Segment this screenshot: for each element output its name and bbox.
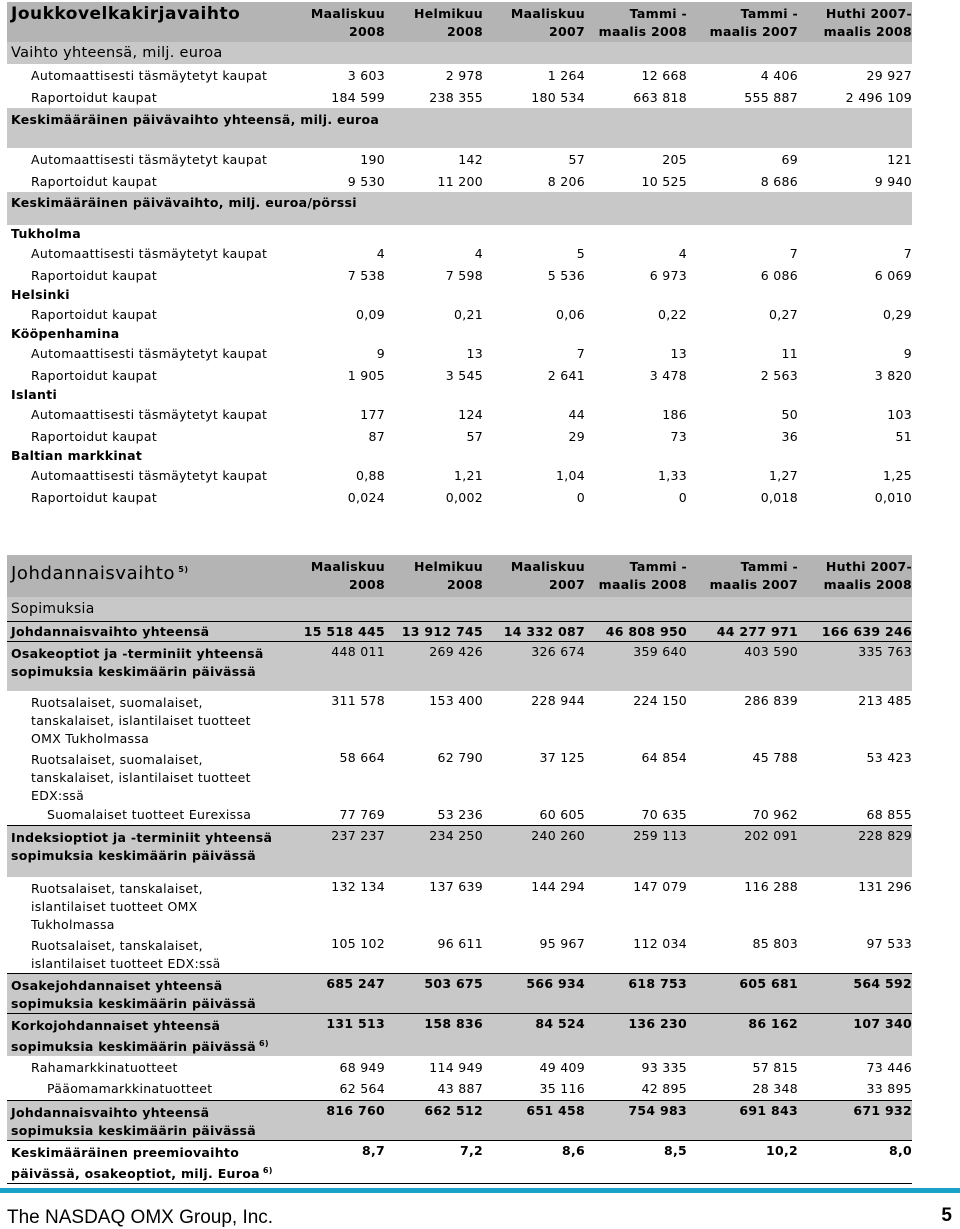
row-label: Ruotsalaiset, tanskalaiset, islantilaiset tuotteet OMX Tukholmassa (31, 881, 203, 932)
column-header-line1: Tammi - (629, 6, 687, 21)
value-cell: 105 102 (331, 936, 385, 951)
value-cell: 1,21 (453, 467, 483, 483)
table-row (7, 1056, 912, 1078)
column-header (483, 2, 585, 42)
table-row (7, 342, 912, 364)
column-header (290, 555, 385, 597)
market-name: Islanti (11, 387, 58, 402)
value-cell: 53 236 (437, 807, 483, 823)
value-cell: 8,0 (798, 1140, 912, 1183)
page-number: 5 (941, 1205, 952, 1226)
value-cell: 85 803 (752, 936, 798, 951)
table-row (7, 1014, 912, 1057)
table-row (7, 748, 912, 805)
value-cell: 28 348 (752, 1081, 798, 1097)
table-row (7, 1100, 912, 1140)
table-row (7, 264, 912, 286)
value-cell: 2 641 (547, 367, 585, 383)
table-row (7, 621, 912, 641)
value-cell: 8 206 (547, 173, 585, 189)
header-row (7, 555, 912, 597)
value-cell: 84 524 (483, 1014, 585, 1057)
row-label: Pääomamarkkinatuotteet (47, 1081, 213, 1097)
market-row (7, 325, 912, 342)
value-cell: 12 668 (641, 67, 687, 83)
value-cell: 7,2 (385, 1140, 483, 1183)
value-cell: 116 288 (744, 879, 798, 894)
value-cell: 69 (781, 151, 798, 167)
table-row (7, 86, 912, 108)
table-subtitle: Sopimuksia (7, 597, 912, 621)
value-cell: 5 (576, 245, 585, 261)
value-cell: 213 485 (858, 693, 912, 708)
value-cell: 240 260 (483, 825, 585, 877)
value-cell: 0,010 (874, 489, 912, 505)
table-title: Joukkovelkakirjavaihto (7, 2, 290, 42)
value-cell: 6 069 (874, 267, 912, 283)
value-cell: 0 (678, 489, 687, 505)
column-header (687, 2, 798, 42)
table-row (7, 877, 912, 934)
table-row (7, 303, 912, 325)
table-row (7, 805, 912, 825)
value-cell: 131 296 (858, 879, 912, 894)
value-cell: 121 (887, 151, 912, 167)
value-cell: 9 530 (347, 173, 385, 189)
row-label: Automaattisesti täsmäytetyt kaupat (31, 345, 268, 361)
value-cell: 754 983 (585, 1100, 687, 1140)
market-row (7, 286, 912, 303)
value-cell: 62 790 (437, 750, 483, 765)
value-cell: 33 895 (866, 1081, 912, 1097)
column-header-line1: Huthi 2007- (825, 559, 912, 574)
footer-company: The NASDAQ OMX Group, Inc. (7, 1207, 274, 1228)
value-cell: 70 635 (641, 807, 687, 823)
value-cell: 8,6 (483, 1140, 585, 1183)
value-cell: 335 763 (798, 641, 912, 691)
value-cell: 114 949 (429, 1059, 483, 1075)
value-cell: 42 895 (641, 1081, 687, 1097)
bond-trading-table (7, 2, 912, 508)
value-cell: 37 125 (539, 750, 585, 765)
value-cell: 0,29 (882, 306, 912, 322)
value-cell: 44 (568, 406, 585, 422)
value-cell: 44 277 971 (687, 621, 798, 641)
value-cell: 4 (474, 245, 483, 261)
value-cell: 45 788 (752, 750, 798, 765)
value-cell: 4 406 (760, 67, 798, 83)
value-cell: 96 611 (437, 936, 483, 951)
value-cell: 1,04 (555, 467, 585, 483)
table-row (7, 974, 912, 1014)
value-cell: 43 887 (437, 1081, 483, 1097)
value-cell: 53 423 (866, 750, 912, 765)
table-row (7, 825, 912, 877)
value-cell: 136 230 (585, 1014, 687, 1057)
value-cell: 112 034 (633, 936, 687, 951)
value-cell: 555 887 (744, 89, 798, 105)
value-cell: 68 855 (866, 807, 912, 823)
value-cell: 57 (466, 428, 483, 444)
section-row (7, 42, 912, 64)
column-header-line2: maalis 2008 (598, 24, 687, 39)
value-cell: 184 599 (331, 89, 385, 105)
row-label: Korkojohdannaiset yhteensä sopimuksia keskimäärin päivässä $^{6)}$ (7, 1014, 290, 1057)
row-label: Ruotsalaiset, tanskalaiset, islantilaiset tuotteet EDX:ssä (31, 938, 221, 971)
value-cell: 9 940 (874, 173, 912, 189)
value-cell: 97 533 (866, 936, 912, 951)
section-row (7, 108, 912, 148)
table-row (7, 934, 912, 974)
column-header-line1: Helmikuu (413, 6, 483, 21)
row-label: Automaattisesti täsmäytetyt kaupat (31, 67, 268, 83)
row-label: Raportoidut kaupat (31, 267, 158, 283)
market-name: Kööpenhamina (11, 326, 120, 341)
value-cell: 132 134 (331, 879, 385, 894)
column-header-line2: maalis 2007 (709, 577, 798, 592)
value-cell: 158 836 (385, 1014, 483, 1057)
column-header-line1: Maaliskuu (510, 6, 585, 21)
row-label: Raportoidut kaupat (31, 89, 158, 105)
value-cell: 186 (662, 406, 687, 422)
value-cell: 0 (576, 489, 585, 505)
row-label: Raportoidut kaupat (31, 367, 158, 383)
value-cell: 685 247 (290, 974, 385, 1014)
value-cell: 8,5 (585, 1140, 687, 1183)
value-cell: 503 675 (385, 974, 483, 1014)
table-row (7, 486, 912, 508)
value-cell: 144 294 (531, 879, 585, 894)
value-cell: 180 534 (531, 89, 585, 105)
column-header-line1: Huthi 2007- (825, 6, 912, 21)
value-cell: 51 (895, 428, 912, 444)
value-cell: 107 340 (798, 1014, 912, 1057)
value-cell: 7 598 (445, 267, 483, 283)
footnote-marker: 5) (178, 565, 189, 574)
column-header (290, 2, 385, 42)
column-header (385, 2, 483, 42)
value-cell: 13 912 745 (385, 621, 483, 641)
value-cell: 3 478 (649, 367, 687, 383)
value-cell: 11 200 (437, 173, 483, 189)
value-cell: 663 818 (633, 89, 687, 105)
column-header-line2: 2008 (349, 24, 385, 39)
value-cell: 46 808 950 (585, 621, 687, 641)
value-cell: 166 639 246 (798, 621, 912, 641)
value-cell: 0,88 (355, 467, 385, 483)
value-cell: 205 (662, 151, 687, 167)
value-cell: 142 (458, 151, 483, 167)
value-cell: 237 237 (290, 825, 385, 877)
column-header-line1: Maaliskuu (510, 559, 585, 574)
column-header-line2: maalis 2008 (823, 577, 912, 592)
value-cell: 228 829 (798, 825, 912, 877)
value-cell: 359 640 (585, 641, 687, 691)
value-cell: 73 446 (866, 1059, 912, 1075)
row-label: Osakejohdannaiset yhteensä sopimuksia keskimäärin päivässä (7, 974, 290, 1014)
table-row (7, 170, 912, 192)
value-cell: 4 (376, 245, 385, 261)
header-row (7, 2, 912, 42)
column-header-line2: 2007 (549, 24, 585, 39)
market-row (7, 386, 912, 403)
value-cell: 3 545 (445, 367, 483, 383)
value-cell: 95 967 (539, 936, 585, 951)
value-cell: 11 (781, 345, 798, 361)
column-header-line1: Tammi - (740, 6, 798, 21)
footnote-marker: 6) (258, 1039, 269, 1048)
row-label: Automaattisesti täsmäytetyt kaupat (31, 151, 268, 167)
column-header-line2: maalis 2007 (709, 24, 798, 39)
row-label: Automaattisesti täsmäytetyt kaupat (31, 245, 268, 261)
value-cell: 131 513 (290, 1014, 385, 1057)
row-label: Indeksioptiot ja -terminiit yhteensä sopimuksia keskimäärin päivässä (7, 825, 290, 877)
value-cell: 651 458 (483, 1100, 585, 1140)
row-label: Ruotsalaiset, suomalaiset, tanskalaiset, islantilaiset tuotteet OMX Tukholmassa (31, 695, 251, 746)
table-row (7, 641, 912, 691)
value-cell: 6 973 (649, 267, 687, 283)
row-label: Ruotsalaiset, suomalaiset, tanskalaiset, islantilaiset tuotteet EDX:ssä (31, 752, 251, 803)
value-cell: 0,22 (657, 306, 687, 322)
value-cell: 6 086 (760, 267, 798, 283)
value-cell: 7 (903, 245, 912, 261)
table-row (7, 464, 912, 486)
value-cell: 671 932 (798, 1100, 912, 1140)
column-header (687, 555, 798, 597)
value-cell: 77 769 (339, 807, 385, 823)
value-cell: 8 686 (760, 173, 798, 189)
table-row (7, 1078, 912, 1100)
row-label: Automaattisesti täsmäytetyt kaupat (31, 406, 268, 422)
section-title: Keskimääräinen päivävaihto yhteensä, milj. euroa (7, 108, 912, 148)
value-cell: 1,27 (768, 467, 798, 483)
row-label: Raportoidut kaupat (31, 306, 158, 322)
value-cell: 9 (376, 345, 385, 361)
column-header (585, 555, 687, 597)
row-label: Automaattisesti täsmäytetyt kaupat (31, 467, 268, 483)
value-cell: 2 563 (760, 367, 798, 383)
value-cell: 36 (781, 428, 798, 444)
value-cell: 238 355 (429, 89, 483, 105)
column-header-line1: Tammi - (629, 559, 687, 574)
value-cell: 0,018 (760, 489, 798, 505)
value-cell: 1,25 (882, 467, 912, 483)
value-cell: 326 674 (483, 641, 585, 691)
value-cell: 0,002 (445, 489, 483, 505)
market-name: Tukholma (11, 226, 81, 241)
row-label: Raportoidut kaupat (31, 173, 158, 189)
value-cell: 7 (576, 345, 585, 361)
footnote-marker: 6) (262, 1165, 273, 1175)
section-row (7, 192, 912, 225)
market-name: Baltian markkinat (11, 448, 143, 463)
row-label: Johdannaisvaihto yhteensä (7, 621, 290, 641)
value-cell: 403 590 (687, 641, 798, 691)
value-cell: 49 409 (539, 1059, 585, 1075)
row-label: Johdannaisvaihto yhteensä sopimuksia keskimäärin päivässä (7, 1100, 290, 1140)
value-cell: 10,2 (687, 1140, 798, 1183)
value-cell: 566 934 (483, 974, 585, 1014)
value-cell: 2 496 109 (845, 89, 912, 105)
value-cell: 5 536 (547, 267, 585, 283)
market-name: Helsinki (11, 287, 70, 302)
value-cell: 448 011 (290, 641, 385, 691)
column-header-line1: Maaliskuu (310, 559, 385, 574)
column-header (585, 2, 687, 42)
footer-accent-bar (0, 1188, 960, 1193)
value-cell: 202 091 (687, 825, 798, 877)
market-row (7, 225, 912, 242)
row-label: Suomalaiset tuotteet Eurexissa (47, 807, 252, 823)
value-cell: 7 538 (347, 267, 385, 283)
column-header-line1: Tammi - (740, 559, 798, 574)
value-cell: 9 (903, 345, 912, 361)
value-cell: 68 949 (339, 1059, 385, 1075)
section-title: Keskimääräinen päivävaihto, milj. euroa/pörssi (7, 192, 912, 225)
value-cell: 13 (670, 345, 687, 361)
value-cell: 0,09 (355, 306, 385, 322)
value-cell: 29 927 (866, 67, 912, 83)
value-cell: 1,33 (657, 467, 687, 483)
table-row (7, 691, 912, 748)
value-cell: 14 332 087 (483, 621, 585, 641)
value-cell: 10 525 (641, 173, 687, 189)
derivatives-table (7, 555, 912, 1184)
value-cell: 228 944 (531, 693, 585, 708)
value-cell: 58 664 (339, 750, 385, 765)
row-label: Rahamarkkinatuotteet (31, 1059, 178, 1075)
market-row (7, 447, 912, 464)
value-cell: 190 (360, 151, 385, 167)
table-row (7, 425, 912, 447)
value-cell: 57 815 (752, 1059, 798, 1075)
value-cell: 1 264 (547, 67, 585, 83)
value-cell: 0,06 (555, 306, 585, 322)
table-row (7, 403, 912, 425)
value-cell: 70 962 (752, 807, 798, 823)
column-header (798, 555, 912, 597)
value-cell: 3 820 (874, 367, 912, 383)
value-cell: 153 400 (429, 693, 483, 708)
value-cell: 4 (678, 245, 687, 261)
row-label: Keskimääräinen preemiovaihto päivässä, osakeoptiot, milj. Euroa $^{6)}$ (7, 1140, 290, 1183)
column-header-line2: 2007 (549, 577, 585, 592)
value-cell: 137 639 (429, 879, 483, 894)
column-header (385, 555, 483, 597)
value-cell: 605 681 (687, 974, 798, 1014)
row-label: Raportoidut kaupat (31, 489, 158, 505)
table-row (7, 364, 912, 386)
value-cell: 662 512 (385, 1100, 483, 1140)
column-header-line2: maalis 2008 (598, 577, 687, 592)
column-header-line2: 2008 (447, 577, 483, 592)
value-cell: 35 116 (539, 1081, 585, 1097)
value-cell: 2 978 (445, 67, 483, 83)
value-cell: 816 760 (290, 1100, 385, 1140)
value-cell: 564 592 (798, 974, 912, 1014)
value-cell: 224 150 (633, 693, 687, 708)
row-label: Osakeoptiot ja -terminiit yhteensä sopimuksia keskimäärin päivässä (7, 641, 290, 691)
value-cell: 103 (887, 406, 912, 422)
value-cell: 29 (568, 428, 585, 444)
value-cell: 1 905 (347, 367, 385, 383)
value-cell: 0,21 (453, 306, 483, 322)
value-cell: 50 (781, 406, 798, 422)
value-cell: 93 335 (641, 1059, 687, 1075)
value-cell: 13 (466, 345, 483, 361)
value-cell: 177 (360, 406, 385, 422)
value-cell: 62 564 (339, 1081, 385, 1097)
table-title: Johdannaisvaihto $^{5)}$ (7, 555, 290, 597)
value-cell: 269 426 (385, 641, 483, 691)
table-row (7, 148, 912, 170)
value-cell: 3 603 (347, 67, 385, 83)
value-cell: 60 605 (539, 807, 585, 823)
value-cell: 86 162 (687, 1014, 798, 1057)
value-cell: 124 (458, 406, 483, 422)
column-header-line1: Maaliskuu (310, 6, 385, 21)
value-cell: 691 843 (687, 1100, 798, 1140)
value-cell: 7 (789, 245, 798, 261)
column-header-line2: 2008 (447, 24, 483, 39)
subtitle-row (7, 597, 912, 621)
column-header (798, 2, 912, 42)
value-cell: 8,7 (290, 1140, 385, 1183)
value-cell: 234 250 (385, 825, 483, 877)
value-cell: 618 753 (585, 974, 687, 1014)
value-cell: 0,024 (347, 489, 385, 505)
value-cell: 259 113 (585, 825, 687, 877)
column-header-line2: 2008 (349, 577, 385, 592)
column-header (483, 555, 585, 597)
value-cell: 286 839 (744, 693, 798, 708)
value-cell: 311 578 (331, 693, 385, 708)
value-cell: 147 079 (633, 879, 687, 894)
table-row (7, 1140, 912, 1183)
value-cell: 87 (368, 428, 385, 444)
value-cell: 64 854 (641, 750, 687, 765)
value-cell: 57 (568, 151, 585, 167)
value-cell: 15 518 445 (290, 621, 385, 641)
value-cell: 73 (670, 428, 687, 444)
column-header-line2: maalis 2008 (823, 24, 912, 39)
table-row (7, 242, 912, 264)
value-cell: 0,27 (768, 306, 798, 322)
table-row (7, 64, 912, 86)
section-title: Vaihto yhteensä, milj. euroa (7, 42, 912, 64)
column-header-line1: Helmikuu (413, 559, 483, 574)
row-label: Raportoidut kaupat (31, 428, 158, 444)
